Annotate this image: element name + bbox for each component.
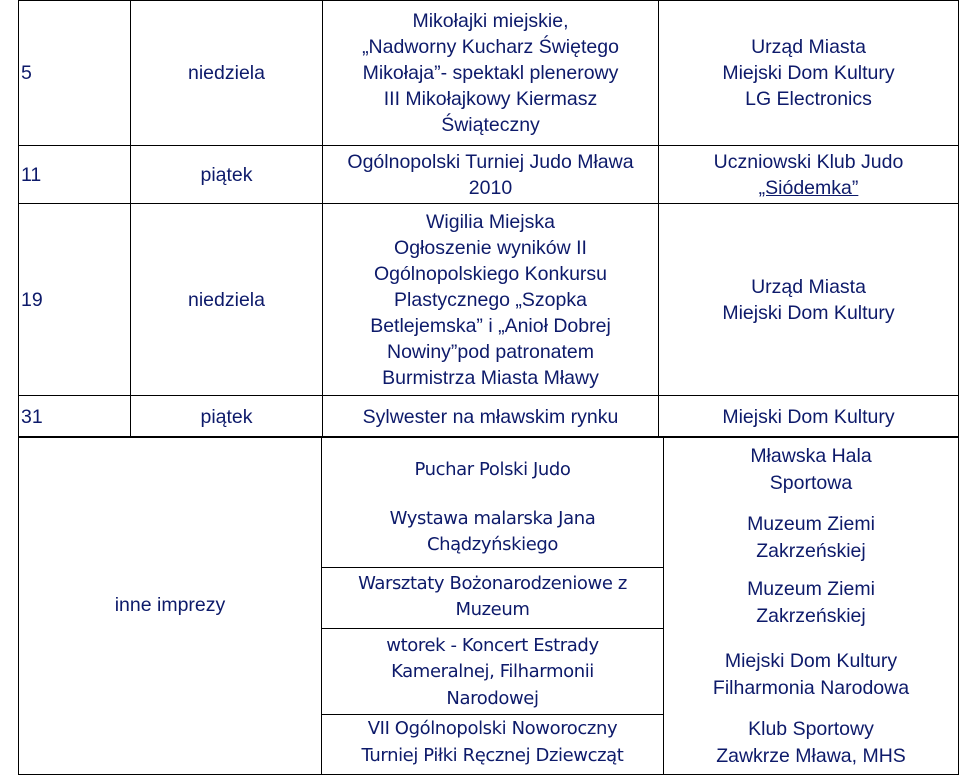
organizer-line: Miejski Dom Kultury — [722, 62, 895, 84]
list-item — [322, 437, 663, 504]
weekday: piątek — [131, 396, 323, 438]
december-schedule-table — [18, 0, 959, 438]
event-line: Warsztaty Bożonarodzeniowe z — [358, 572, 627, 594]
list-item — [322, 504, 663, 567]
day-number: 19 — [19, 204, 131, 396]
event-line: VII Ogólnopolski Noworoczny — [367, 718, 618, 739]
organizer-line: Miejski Dom Kultury — [724, 650, 898, 672]
list-item — [664, 503, 958, 571]
weekday: niedziela — [131, 1, 323, 146]
other-events-label: inne imprezy — [19, 437, 322, 775]
organizer-line: Urząd Miasta — [751, 275, 866, 298]
day-number: 11 — [19, 146, 131, 204]
event-line: Nowiny”pod patronatem — [386, 340, 595, 363]
table-row — [19, 146, 959, 204]
list-item — [664, 437, 958, 503]
event-line: Mikołajki miejskie, — [412, 10, 569, 32]
other-organizers-list — [664, 437, 959, 775]
list-item — [664, 571, 958, 638]
event-line: Wystawa malarska Jana — [389, 507, 596, 529]
organizer-line: Klub Sportowy — [748, 718, 874, 740]
organizer-line: Miejski Dom Kultury — [722, 405, 895, 428]
event-line: Mikołaja”- spektakl plenerowy — [362, 62, 619, 84]
table-row — [19, 1, 959, 146]
organizer-line: LG Electronics — [745, 88, 872, 110]
organizer-line: Filharmonia Narodowa — [712, 677, 910, 699]
event-line: Ogólnopolski Turniej Judo Mława — [347, 150, 634, 173]
event-line: Plastycznego „Szopka — [394, 288, 587, 311]
day-number: 5 — [19, 1, 131, 146]
table-row — [19, 437, 959, 775]
event-line: Ogólnopolskiego Konkursu — [373, 262, 608, 285]
organizer-line: Zakrzeńskiej — [756, 605, 866, 627]
event-line: Burmistrza Miasta Mławy — [382, 366, 599, 389]
other-events-list — [322, 437, 664, 775]
event-line: Ogłoszenie wyników II — [394, 236, 587, 259]
weekday: niedziela — [131, 204, 323, 396]
event-line: Puchar Polski Judo — [414, 459, 571, 480]
organizer-cell — [659, 146, 959, 204]
organizer-cell — [659, 396, 959, 438]
event-cell — [323, 146, 659, 204]
organizer-cell — [659, 1, 959, 146]
organizer-cell — [659, 204, 959, 396]
event-line: Świąteczny — [441, 114, 540, 136]
table-row — [19, 204, 959, 396]
organizer-line: Zawkrze Mława, MHS — [716, 745, 906, 767]
list-item — [322, 714, 663, 769]
event-line: Betlejemska” i „Anioł Dobrej — [370, 314, 611, 337]
organizer-line: „Siódemka” — [758, 176, 859, 199]
organizer-line: Muzeum Ziemi — [747, 578, 875, 600]
event-line: Chądzyńskiego — [426, 534, 559, 555]
organizer-line: Uczniowski Klub Judo — [713, 150, 904, 173]
organizer-line: Zakrzeńskiej — [756, 540, 866, 562]
event-cell — [323, 1, 659, 146]
weekday: piątek — [131, 146, 323, 204]
event-cell — [323, 204, 659, 396]
organizer-line: Miejski Dom Kultury — [722, 301, 895, 324]
event-line: Sylwester na mławskim rynku — [362, 405, 619, 428]
event-cell — [323, 396, 659, 438]
day-number: 31 — [19, 396, 131, 438]
event-line: III Mikołajkowy Kiermasz — [383, 88, 598, 110]
event-line: Kameralnej, Filharmonii — [391, 661, 594, 682]
table-row — [19, 396, 959, 438]
event-line: Muzeum — [455, 599, 530, 620]
event-line: Narodowej — [446, 687, 539, 709]
list-item — [322, 628, 663, 715]
organizer-line: Muzeum Ziemi — [747, 513, 875, 535]
list-item — [664, 638, 958, 712]
event-line: Wigilia Miejska — [426, 210, 555, 233]
list-item — [664, 712, 958, 770]
event-line: 2010 — [468, 176, 513, 199]
list-item — [322, 567, 663, 628]
event-line: Turniej Piłki Ręcznej Dziewcząt — [361, 744, 624, 766]
event-line: „Nadworny Kucharz Świętego — [362, 36, 619, 58]
organizer-line: Urząd Miasta — [751, 36, 866, 58]
other-events-table — [18, 436, 959, 775]
organizer-line: Sportowa — [769, 472, 853, 494]
event-line: wtorek - Koncert Estrady — [386, 634, 599, 656]
organizer-line: Mławska Hala — [750, 445, 872, 467]
